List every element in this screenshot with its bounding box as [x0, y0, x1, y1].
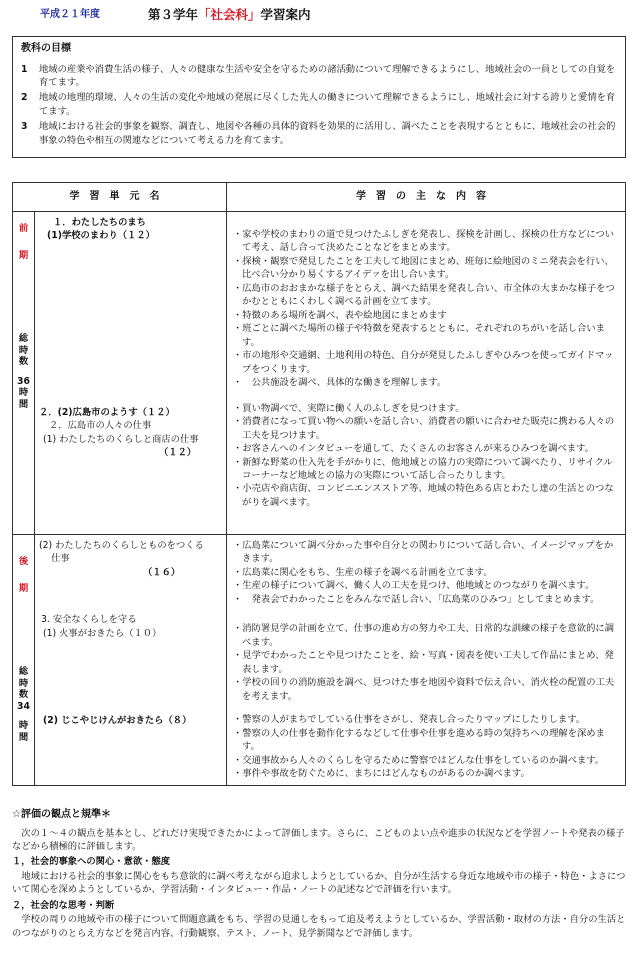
criterion-text: 学校の周りの地域や市の様子について問題意識をもち、学習の見通しをもって追及考えようとしているか、学習活動・取材の方法・自分の生活とのつながりのとらえ方などを発言内容、行動観察、テスト、ノート、見学新聞などで評価します。 — [12, 914, 626, 939]
list-item: ・警察の人の仕事を動作化するなどして仕事や仕事を進める時の気持ちへの理解を深めます。 — [233, 727, 605, 753]
unit-title: 仕事 — [51, 553, 70, 565]
goal-number: 3 — [21, 121, 28, 133]
criterion-text: 地域における社会的事象に関心をもち意欲的に調べ考えながら追求しようとしているか、自分が生活する身近な地域や市の様子・特色・よさについて関心を深めようとしているか、学習活動・インタビュー・作品・ノートの記述などで評価を行います。 — [12, 870, 626, 896]
list-item: ・交通事故から人々のくらしを守るために警察ではどんな仕事をしているのか調べます。 — [233, 754, 605, 766]
title-subject: 「社会科」 — [198, 7, 261, 22]
school-year: 平成２１年度 — [40, 9, 100, 20]
unit-title: (1) 火事がおきたら（１０） — [43, 627, 162, 639]
evaluation-heading: ☆評価の観点と規準＊ — [12, 809, 111, 820]
criterion-heading: ２，社会的な思考・判断 — [12, 899, 115, 911]
content-list — [233, 402, 619, 510]
unit-title: ２．広島市の人々の仕事 — [49, 420, 152, 432]
subject-goals-box — [12, 36, 626, 158]
hours-char: 時 — [18, 387, 29, 399]
criterion-heading: １，社会的事象への関心・意欲・態度 — [12, 856, 171, 868]
hours-char: 間 — [18, 731, 29, 743]
list-item: ・ 公共施設を調べ、具体的な働きを理解します。 — [233, 377, 447, 389]
unit-title: (2) わたしたちのくらしとものをつくる — [39, 540, 204, 551]
kouki-content-cell — [227, 535, 626, 786]
list-item: ・新鮮な野菜の仕入先を手がかりに、他地域との協力の実際について調べたり、リサイクルコーナーなど地域との協力の実際について話し合ったりします。 — [233, 456, 613, 481]
page-title — [148, 6, 311, 24]
unit-title: (1)学校のまわり（１２） — [47, 230, 155, 242]
unit-column-header: 学習単元名 — [13, 183, 227, 212]
goal-item — [21, 63, 617, 90]
list-item: ・消防署見学の計画を立て、仕事の進め方の努力や工夫、日常的な訓練の様子を意欲的に調べます。 — [233, 623, 614, 648]
unit-hours: （１６） — [143, 566, 181, 578]
list-item: ・班ごとに調べた場所の様子や特徴を発表するとともに、それぞれのちがいを話し合います。 — [233, 323, 605, 348]
goal-text: 地域の地理的環境、人々の生活の変化や地域の発展に尽くした先人の働きについて理解できるようにし、地域社会に対する誇りと愛情を育てます。 — [39, 92, 616, 117]
goals-heading: 教科の目標 — [21, 43, 71, 54]
list-item: ・警察の人がまちでしている仕事をさがし、発表し合ったりマップにしたりします。 — [233, 714, 586, 726]
list-item: ・学校の回りの消防施設を調べ、見つけた事を地図や資料で伝え合い、消火栓の配置の工夫を考えます。 — [233, 677, 615, 702]
goal-item — [21, 91, 617, 118]
list-item: ・特徴のある場所を調べ、表や絵地図にまとめます — [233, 309, 447, 321]
term-char: 前 — [18, 223, 29, 234]
list-item: ・市の地形や交通網、土地利用の特色、自分が発見したふしぎやひみつを使ってガイドマップをつくります。 — [233, 350, 614, 375]
content-list — [233, 622, 619, 703]
goal-text: 地域における社会的事象を観察、調査し、地図や各種の具体的資料を効果的に活用し、調べたことを表現するとともに、地域社会の社会的事象の特色や相互の関連などについて考える力を育てます。 — [39, 121, 616, 146]
goal-item — [21, 120, 617, 147]
list-item: ・事件や事故を防ぐために、まちにはどんなものがあるのか調べます。 — [233, 768, 530, 780]
zenki-units-cell — [35, 212, 227, 535]
kouki-row — [13, 535, 626, 786]
hours-char: 時 — [18, 344, 29, 356]
list-item: ・広島市のおおまかな様子をとらえ、調べた結果を発表し合い、市全体の大まかな様子をつかむとともにくわしく調べる計画を立てます。 — [233, 282, 615, 308]
unit-title: 3. 安全なくらしを守る — [41, 614, 137, 626]
zenki-term-cell — [13, 212, 35, 535]
hours-char: 総 — [18, 332, 29, 344]
unit-hours: （１２） — [159, 447, 197, 459]
table-header-row — [13, 183, 626, 212]
content-list — [233, 713, 619, 780]
kouki-term-cell — [13, 535, 35, 786]
content-list — [233, 228, 619, 390]
list-item: ・生産の様子について調べ、働く人の工夫を見つけ、他地域とのつながりを調べます。 — [233, 580, 595, 592]
evaluation-intro: 次の１～４の観点を基本とし、どれだけ実現できたかによって評価します。さらに、こどものよい点や進歩の状況などを学習ノートや発表の様子などから積極的に評価します。 — [12, 827, 625, 852]
evaluation-section — [12, 808, 626, 942]
term-char: 期 — [18, 250, 29, 262]
zenki-row — [13, 212, 626, 535]
goal-text: 地域の産業や消費生活の様子、人々の健康な生活や安全を守るための諸活動について理解できるようにし、地域社会の一員としての自覚を育てます。 — [39, 63, 616, 88]
hours-char: 総 — [18, 665, 29, 677]
list-item: ・家や学校のまわりの道で見つけたふしぎを発表し、探検を計画し、探検の仕方などについて考え、話し合って決めたことなどをまとめます。 — [233, 229, 614, 254]
unit-title: １．わたしたちのまち — [53, 217, 146, 228]
list-item: ・探検・観察で発見したことを工夫して地図にまとめ、班毎に絵地図のミニ発表会を行い、比べ合い分かり易くするアイデァを出し合います。 — [233, 255, 614, 281]
list-item: ・広島菜に関心をもち、生産の様子を調べる計画を立てます。 — [233, 566, 493, 578]
unit-title: (1) わたしたちのくらしと商店の仕事 — [43, 433, 199, 445]
hours-count: 36 — [17, 375, 30, 387]
hours-char: 時 — [18, 677, 29, 689]
kouki-units-cell — [35, 535, 227, 786]
term-char: 期 — [18, 583, 29, 595]
title-grade: 第３学年 — [148, 7, 199, 22]
hours-char: 間 — [18, 398, 29, 410]
list-item: ・お客さんへのインタビューを通して、たくさんのお客さんが来るひみつを調べます。 — [233, 443, 594, 455]
unit-title: ２．(2)広島市のようす（１２） — [39, 406, 175, 418]
goal-number: 1 — [21, 63, 28, 75]
zenki-content-cell — [227, 212, 626, 535]
list-item: ・買い物調べで、実際に働く人のふしぎを見つけます。 — [233, 402, 465, 414]
hours-char: 時 — [18, 720, 29, 732]
hours-char: 数 — [18, 689, 29, 701]
list-item: ・広島菜について調べ分かった事や自分との関わりについて話し合い、イメージマップをかきます。 — [233, 540, 614, 565]
hours-count: 34 — [17, 700, 30, 712]
goal-number: 2 — [21, 92, 28, 104]
term-char: 後 — [18, 556, 29, 567]
hours-char: 数 — [18, 356, 29, 368]
learning-units-table — [12, 182, 626, 786]
list-item: ・小売店や商店街、コンビニエンスストア等、地域の特色ある店とわたし達の生活とのつながりを調べます。 — [233, 483, 614, 508]
content-list — [233, 539, 619, 606]
list-item: ・見学でわかったことや見つけたことを、絵・写真・図表を使い工夫して作品にまとめ、発表します。 — [233, 650, 614, 675]
list-item: ・消費者になって買い物への願いを話し合い、消費者の願いに合わせた販売に携わる人々の工夫を見つけます。 — [233, 416, 615, 441]
content-column-header: 学習の主な内容 — [227, 183, 626, 212]
unit-title: (2) じこやじけんがおきたら（８） — [43, 715, 192, 727]
title-suffix: 学習案内 — [260, 7, 311, 22]
list-item: ・ 発表会でわかったことをみんなで話し合い、「広島菜のひみつ」としてまとめます。 — [233, 593, 600, 605]
